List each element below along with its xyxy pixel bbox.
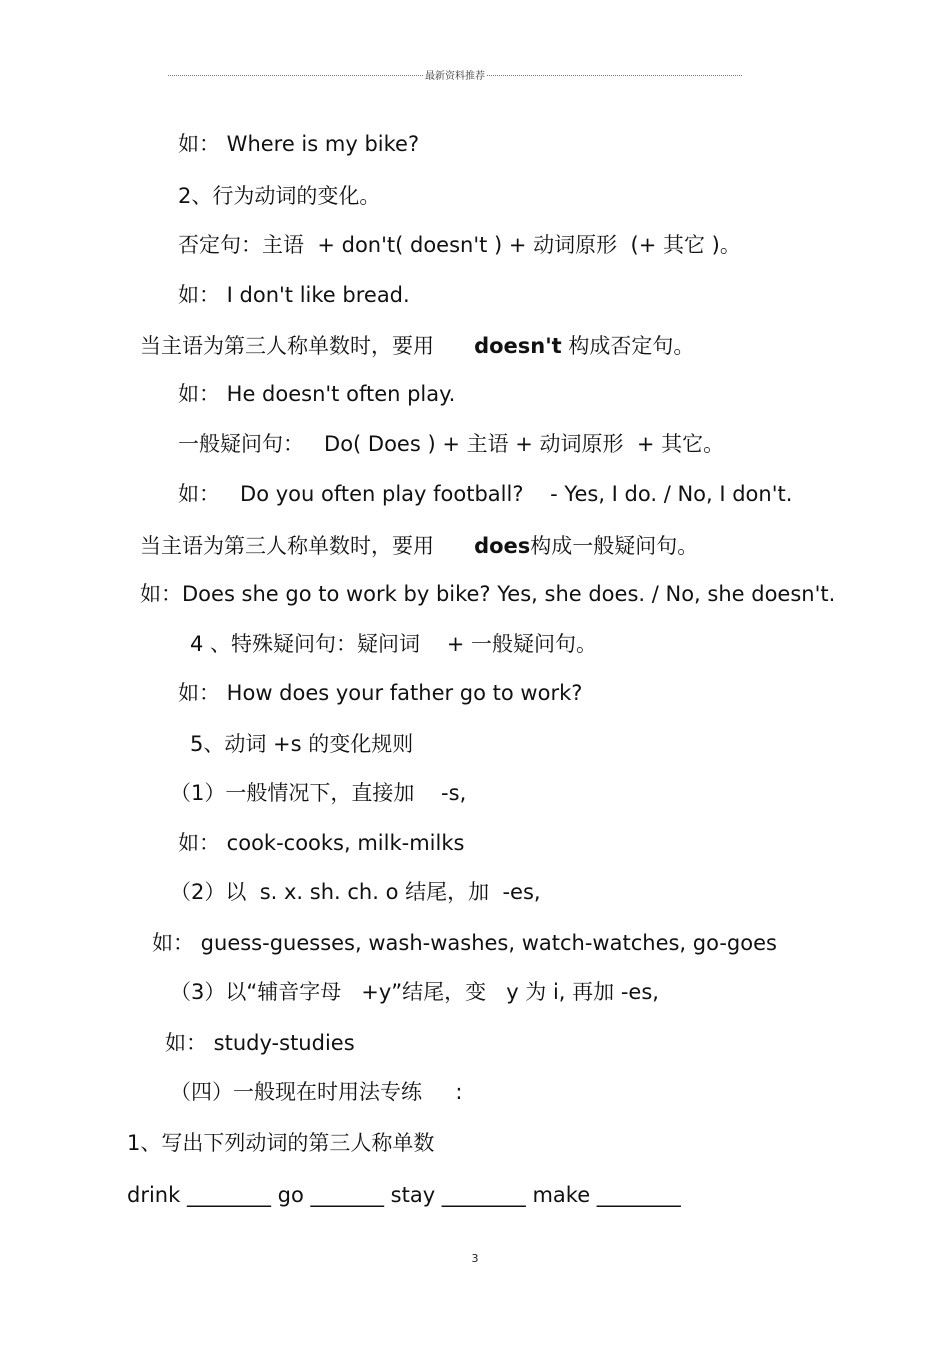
- rule-text: 当主语为第三人称单数时，要用: [140, 334, 475, 358]
- heading-verb-change: 2、行为动词的变化。: [178, 184, 381, 208]
- example-doesnt-often-play: 如： He doesn't often play.: [178, 382, 456, 406]
- page-number: 3: [471, 1252, 479, 1265]
- bold-doesnt: doesn't: [474, 334, 562, 358]
- rule-1-add-s: （1）一般情况下，直接加 -s,: [170, 781, 467, 805]
- rule-general-question: 一般疑问句： Do( Does ) + 主语 + 动词原形 + 其它。: [178, 432, 725, 456]
- header-rule-right: [487, 75, 742, 76]
- header-text: 最新资料推荐: [425, 71, 485, 82]
- heading-practice: （四）一般现在时用法专练 :: [170, 1080, 463, 1104]
- rule-third-person-negative: [140, 333, 694, 359]
- page-header: [168, 67, 742, 82]
- exercise-blanks: drink ________ go _______ stay ________ make ________: [127, 1183, 681, 1207]
- rule-text: 当主语为第三人称单数时，要用: [140, 534, 475, 558]
- rule-negative-sentence: 否定句：主语 + don't( doesn't ) + 动词原形 (+ 其它 )。: [178, 233, 741, 257]
- rule-third-person-question: [140, 533, 698, 559]
- example-play-football: 如： Do you often play football? - Yes, I do. / No, I don't.: [178, 482, 793, 506]
- rule-3-y-to-ies: （3）以“辅音字母 +y”结尾，变 y 为 i, 再加 -es,: [170, 980, 659, 1004]
- example-work-by-bike: 如：Does she go to work by bike? Yes, she does. / No, she doesn't.: [140, 582, 836, 606]
- heading-verb-s-rules: 5、动词 +s 的变化规则: [190, 732, 414, 756]
- bold-does: does: [474, 534, 531, 558]
- example-father-work: 如： How does your father go to work?: [178, 681, 583, 705]
- example-cook-milk: 如： cook-cooks, milk-milks: [178, 831, 465, 855]
- rule-2-add-es: （2）以 s. x. sh. ch. o 结尾，加 -es,: [170, 880, 541, 904]
- rule-special-question: 4 、特殊疑问句：疑问词 + 一般疑问句。: [190, 632, 598, 656]
- example-where-bike: 如： Where is my bike?: [178, 132, 420, 156]
- rule-text-end: 构成否定句。: [561, 334, 695, 358]
- exercise-instruction: 1、写出下列动词的第三人称单数: [127, 1131, 435, 1155]
- example-dont-like-bread: 如： I don't like bread.: [178, 283, 410, 307]
- example-study: 如： study-studies: [165, 1031, 355, 1055]
- rule-text-end: 构成一般疑问句。: [530, 534, 699, 558]
- header-rule-left: [168, 75, 423, 76]
- example-guess-wash: 如： guess-guesses, wash-washes, watch-watches, go-goes: [152, 931, 777, 955]
